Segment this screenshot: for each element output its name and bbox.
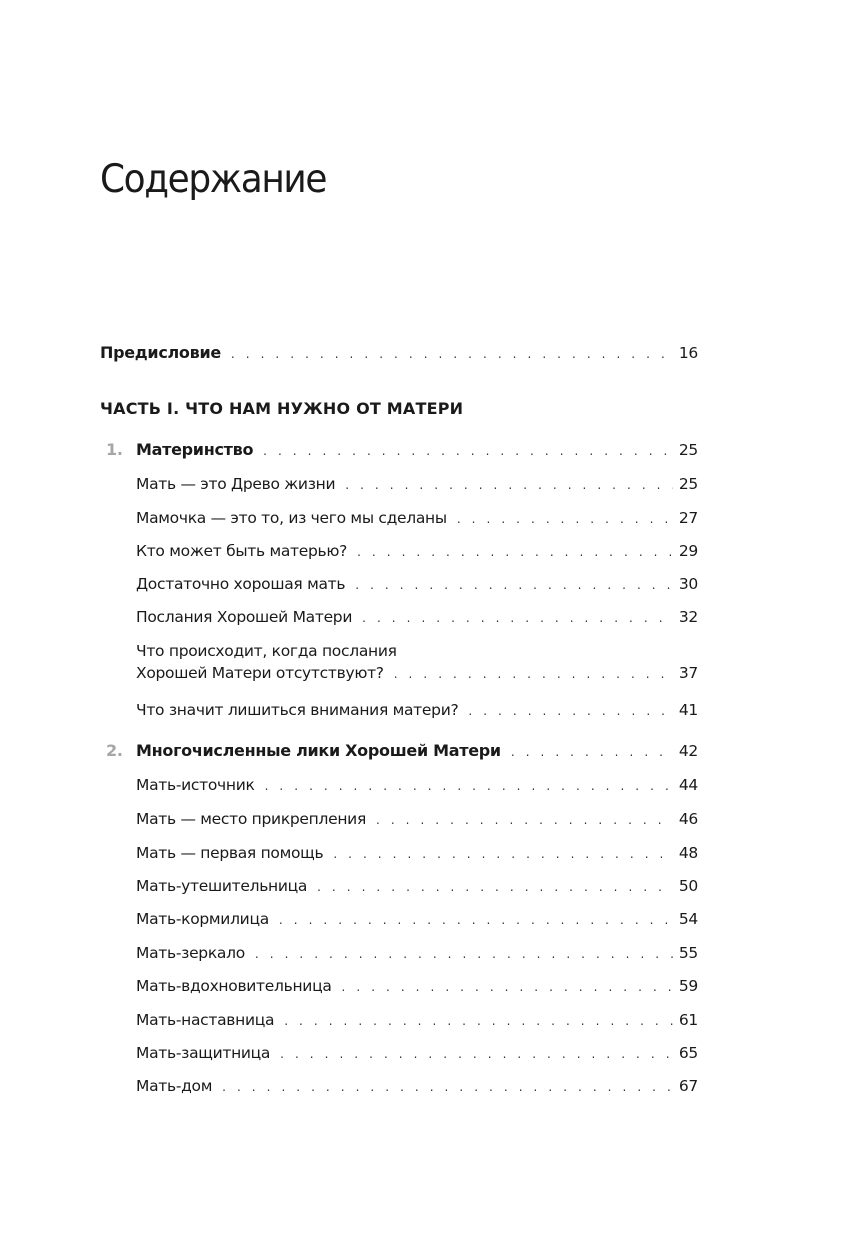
toc-entry-title: Многочисленные лики Хорошей Матери	[136, 741, 501, 760]
dot-leader	[333, 843, 673, 865]
dot-leader	[279, 909, 673, 931]
toc-page-number: 29	[678, 542, 698, 560]
toc-page-number: 67	[678, 1077, 698, 1095]
dot-leader	[231, 343, 673, 365]
dot-leader	[468, 700, 672, 722]
toc-page-number: 27	[678, 509, 698, 527]
toc-entry-section[interactable]	[136, 975, 698, 998]
toc-page-number: 44	[678, 776, 698, 794]
toc-entry-section[interactable]	[136, 507, 698, 530]
toc-entry-section[interactable]	[136, 606, 698, 629]
chapter-number: 2.	[106, 741, 123, 760]
toc-page-number: 32	[678, 608, 698, 626]
toc-entry-title: Материнство	[136, 440, 254, 459]
toc-entry-section[interactable]	[136, 875, 698, 898]
toc-entry-title: Мать-дом	[136, 1077, 213, 1095]
toc-entry-title: Мать — это Древо жизни	[136, 475, 336, 493]
toc-entry-title-line: Что происходит, когда послания	[136, 642, 397, 660]
dot-leader	[376, 809, 673, 831]
toc-entry-section[interactable]	[136, 842, 698, 865]
toc-entry-chapter-2[interactable]	[106, 740, 698, 763]
toc-page-number: 42	[678, 742, 698, 760]
toc-entry-section[interactable]	[136, 1009, 698, 1032]
toc-entry-section[interactable]	[136, 774, 698, 797]
toc-entry-title-line: Хорошей Матери отсутствуют?	[136, 664, 384, 682]
toc-entry-title: Мать-вдохновительница	[136, 977, 332, 995]
toc-page-number: 48	[678, 844, 698, 862]
toc-entry-title: Достаточно хорошая мать	[136, 575, 346, 593]
toc-entry-section[interactable]	[136, 1075, 698, 1098]
dot-leader	[457, 508, 673, 530]
toc-entry-chapter-1[interactable]	[106, 439, 698, 462]
dot-leader	[222, 1076, 673, 1098]
toc-entry-section[interactable]	[136, 908, 698, 931]
toc-page-number: 65	[678, 1044, 698, 1062]
dot-leader	[394, 663, 673, 685]
toc-page-number: 46	[678, 810, 698, 828]
toc-entry-section[interactable]	[136, 540, 698, 563]
toc-entry-section[interactable]	[136, 640, 698, 685]
toc-entry-title: Мать-зеркало	[136, 944, 245, 962]
toc-entry-preface[interactable]	[100, 342, 698, 365]
toc-page-number: 37	[678, 664, 698, 682]
toc-entry-title: Мать — первая помощь	[136, 844, 324, 862]
toc-entry-title: Кто может быть матерью?	[136, 542, 348, 560]
toc-entry-section[interactable]	[136, 573, 698, 596]
dot-leader	[362, 607, 673, 629]
toc-entry-section[interactable]	[136, 808, 698, 831]
dot-leader	[342, 976, 673, 998]
part-heading: ЧАСТЬ I. ЧТО НАМ НУЖНО ОТ МАТЕРИ	[100, 399, 464, 418]
dot-leader	[280, 1043, 673, 1065]
toc-entry-title: Мать-кормилица	[136, 910, 269, 928]
dot-leader	[357, 541, 673, 563]
dot-leader	[511, 741, 673, 763]
toc-entry-section[interactable]	[136, 473, 698, 496]
toc-page-number: 30	[678, 575, 698, 593]
toc-entry-title: Мать-источник	[136, 776, 255, 794]
toc-entry-section[interactable]	[136, 699, 698, 722]
toc-page-number: 55	[678, 944, 698, 962]
chapter-number: 1.	[106, 440, 123, 459]
toc-entry-section[interactable]	[136, 1042, 698, 1065]
toc-page-number: 54	[678, 910, 698, 928]
toc-entry-title: Мамочка — это то, из чего мы сделаны	[136, 509, 447, 527]
toc-page-number: 41	[678, 701, 698, 719]
toc-entry-title: Предисловие	[100, 343, 221, 362]
toc-page-number: 16	[678, 344, 698, 362]
dot-leader	[265, 775, 673, 797]
dot-leader	[263, 440, 673, 462]
dot-leader	[317, 876, 673, 898]
page-title: Содержание	[100, 157, 327, 202]
toc-entry-section[interactable]	[136, 942, 698, 965]
toc-entry-title: Что значит лишиться внимания матери?	[136, 701, 459, 719]
toc-page-number: 50	[678, 877, 698, 895]
toc-entry-title: Мать-защитница	[136, 1044, 271, 1062]
dot-leader	[345, 474, 673, 496]
dot-leader	[255, 943, 673, 965]
toc-entry-title: Мать-наставница	[136, 1011, 275, 1029]
toc-page-number: 25	[678, 475, 698, 493]
dot-leader	[355, 574, 673, 596]
toc-page-number: 59	[678, 977, 698, 995]
toc-page-number: 61	[678, 1011, 698, 1029]
toc-entry-title: Послания Хорошей Матери	[136, 608, 353, 626]
toc-entry-title: Мать — место прикрепления	[136, 810, 366, 828]
dot-leader	[284, 1010, 673, 1032]
toc-entry-title: Мать-утешительница	[136, 877, 308, 895]
toc-page-number: 25	[678, 441, 698, 459]
